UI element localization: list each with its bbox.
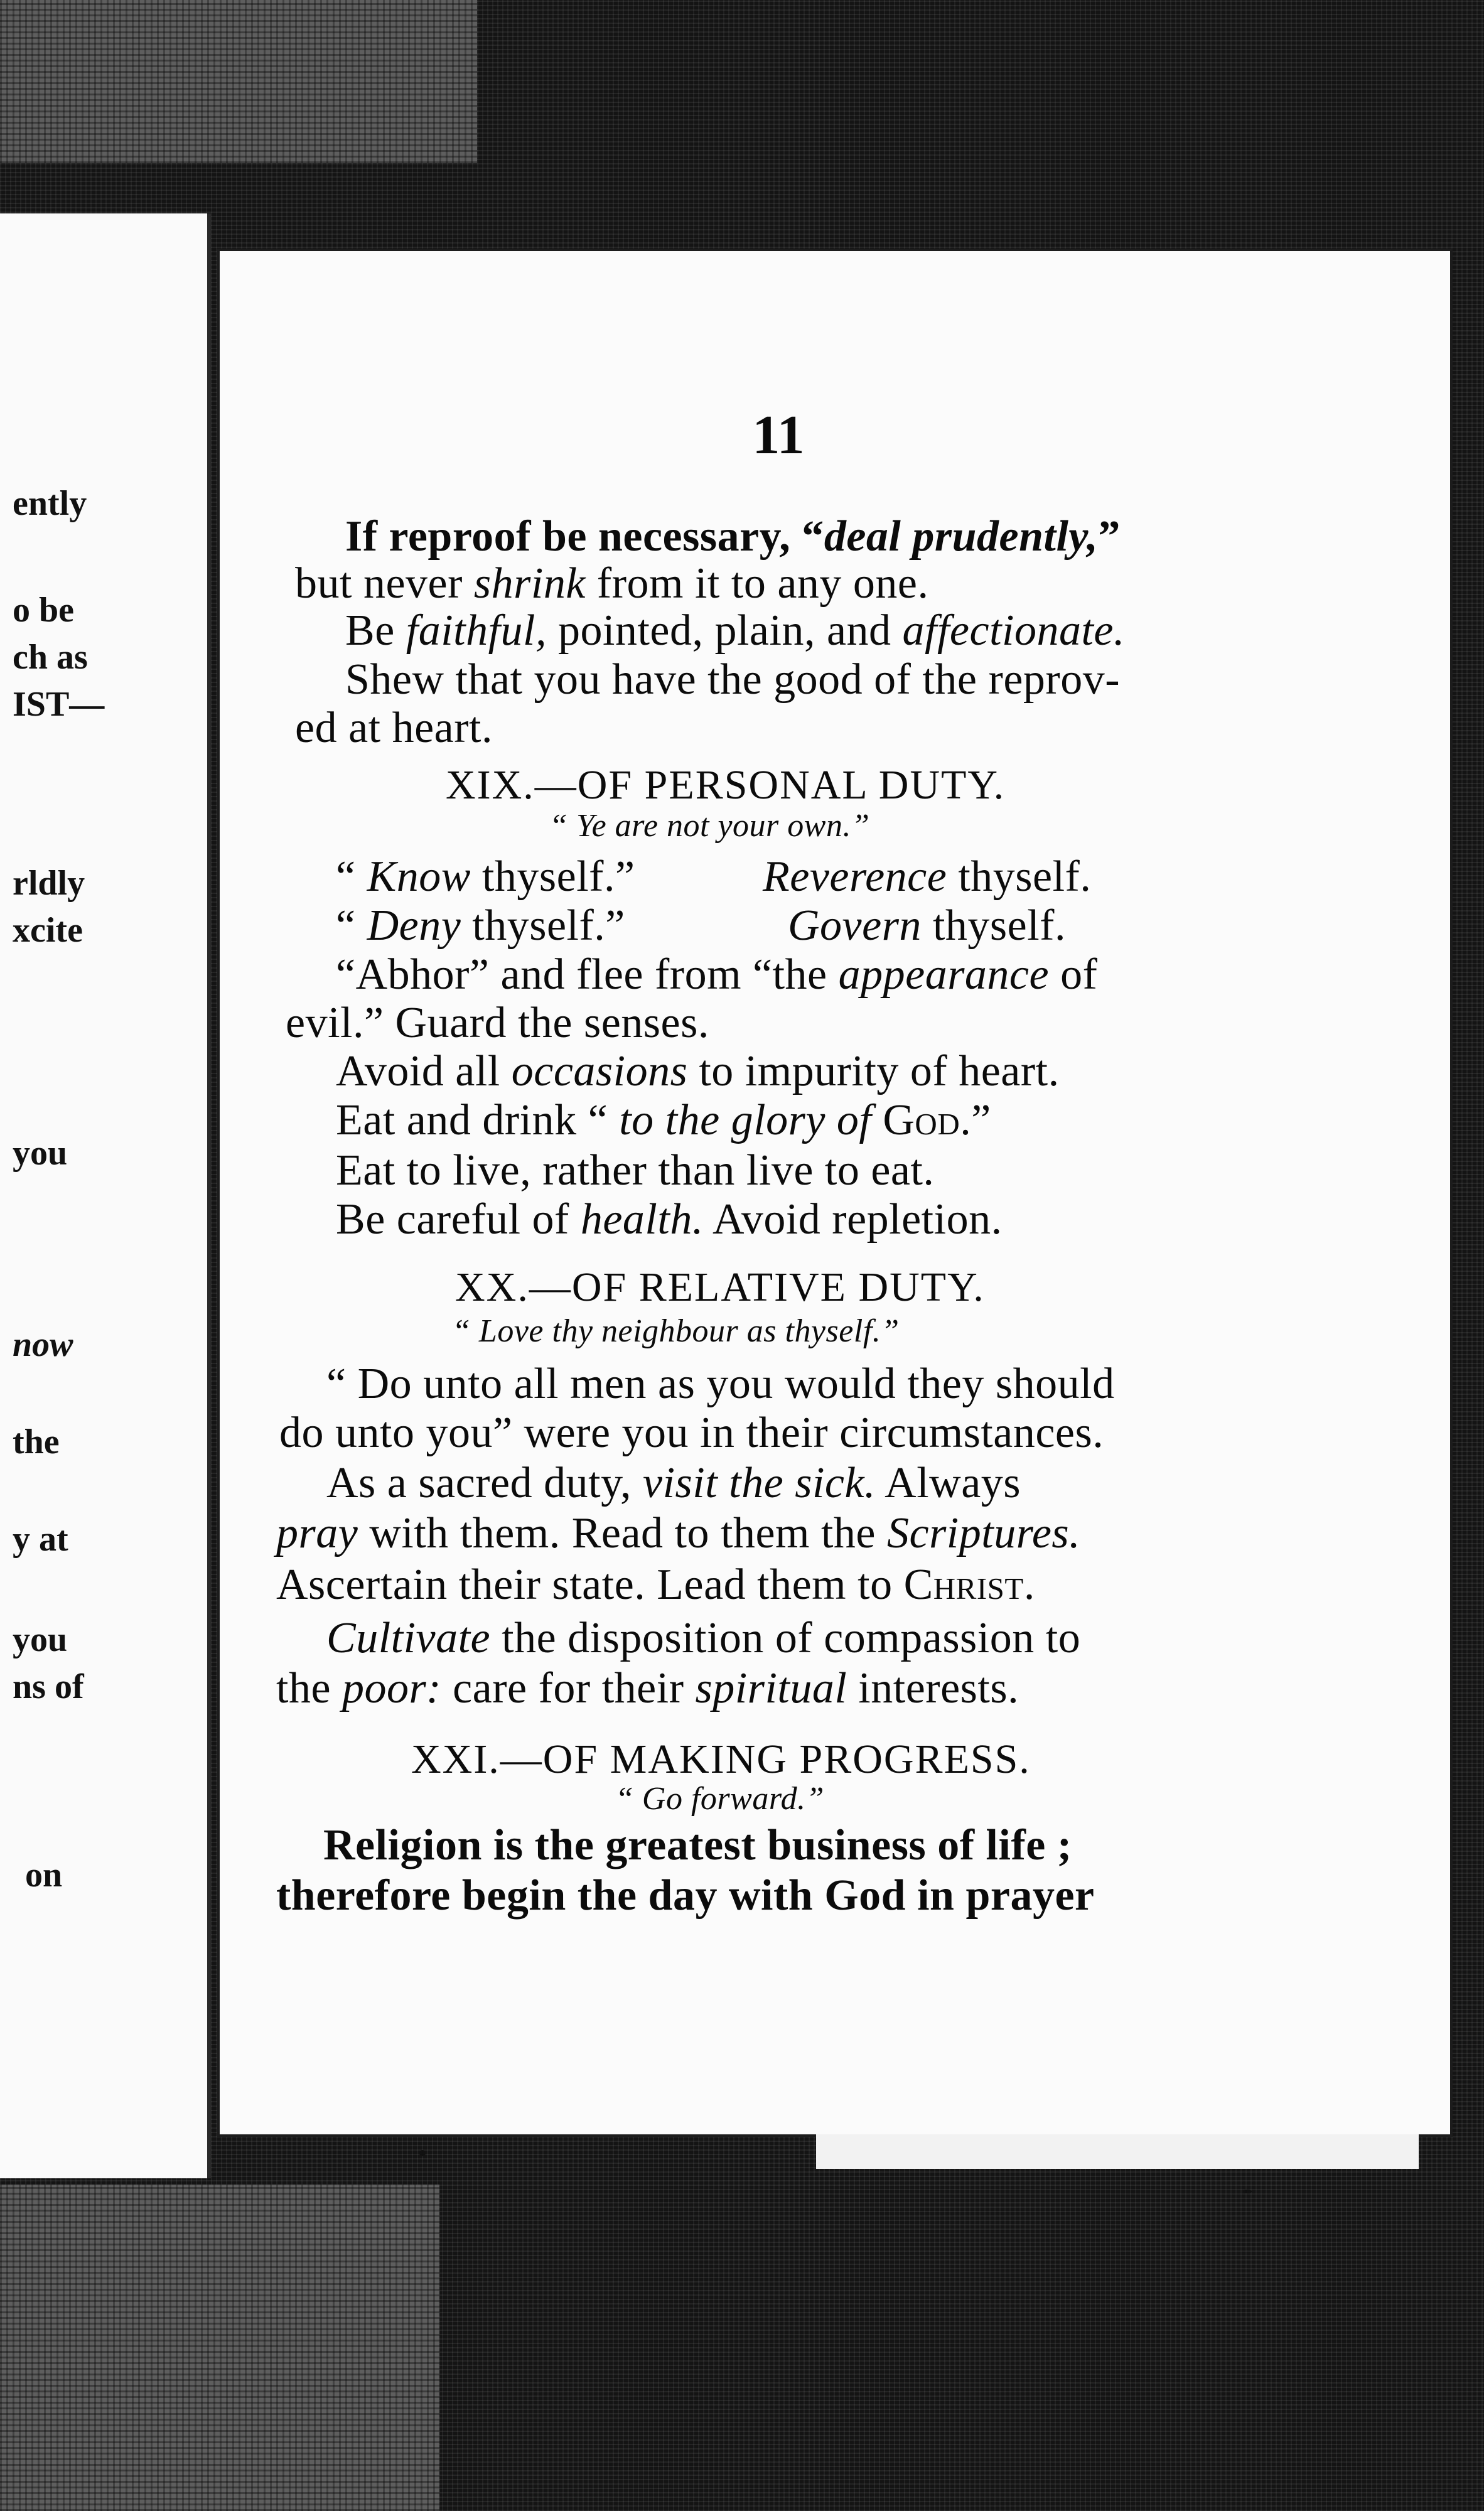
left-fragment: ch as	[13, 638, 88, 677]
left-fragment: you	[13, 1620, 68, 1659]
text-line	[295, 706, 493, 750]
text-span: God	[883, 1096, 960, 1144]
text-span: .”	[960, 1096, 991, 1144]
motto-text: “ Love thy neighbour as thyself.”	[452, 1313, 900, 1349]
text-span: Religion is the greatest business of life ;	[323, 1821, 1072, 1869]
text-span: the	[276, 1664, 343, 1713]
text-span: As a sacred duty,	[326, 1459, 643, 1507]
text-line	[788, 901, 1066, 950]
text-span: evil.” Guard the senses.	[286, 999, 709, 1047]
text-span: thyself.	[947, 852, 1092, 901]
emphasis: deal prudently,	[824, 512, 1099, 561]
cloth-band-bottom-left	[0, 2185, 439, 2511]
text-line	[276, 1509, 1081, 1557]
section-heading	[446, 762, 1006, 808]
emphasis: Know	[367, 852, 471, 901]
text-span: Avoid all	[336, 1047, 512, 1095]
text-span: do unto you” were you in their circumstances.	[279, 1409, 1104, 1457]
left-fragment: y at	[13, 1520, 68, 1559]
emphasis: Cultivate	[326, 1614, 491, 1662]
section-motto	[615, 1783, 824, 1815]
text-line	[295, 559, 929, 608]
text-span: If reproof be necessary, “	[345, 512, 824, 561]
text-span: pointed, plain, and	[547, 606, 903, 655]
left-fragment: IST—	[13, 685, 105, 724]
text-line	[763, 852, 1092, 901]
emphasis: Scriptures.	[887, 1509, 1081, 1557]
left-page	[0, 213, 211, 2178]
text-line	[326, 1616, 1080, 1660]
left-fragment: you	[13, 1134, 68, 1173]
text-span: Be careful of	[336, 1195, 581, 1244]
heading-text: XIX.—OF PERSONAL DUTY.	[446, 762, 1006, 808]
text-span: therefore begin the day with God in prayer	[276, 1871, 1095, 1920]
text-span: Eat and drink “	[336, 1096, 620, 1144]
text-span: but never	[295, 559, 474, 608]
motto-text: “ Ye are not your own.”	[549, 808, 870, 844]
emphasis: appearance	[838, 950, 1050, 999]
text-span: Be	[345, 606, 406, 655]
text-line	[276, 1664, 1019, 1713]
text-line	[276, 1871, 1095, 1920]
left-fragment: now	[13, 1325, 73, 1364]
emphasis: faithful,	[406, 606, 547, 655]
text-line	[286, 1001, 709, 1045]
text-span: “	[336, 901, 367, 950]
motto-text: “ Go forward.”	[615, 1781, 825, 1817]
text-line	[323, 1821, 1072, 1869]
page-edge-strip	[816, 2134, 1419, 2169]
text-span: ”	[1098, 512, 1121, 561]
text-line	[336, 1047, 1060, 1095]
emphasis: Reverence	[763, 852, 947, 901]
emphasis: occasions	[511, 1047, 688, 1095]
text-span: Always	[876, 1459, 1021, 1507]
text-span: from it to any one.	[585, 559, 929, 608]
text-line	[345, 655, 1121, 704]
text-line	[336, 852, 635, 901]
section-heading	[411, 1736, 1031, 1782]
heading-text: XX.—OF RELATIVE DUTY.	[455, 1264, 985, 1310]
text-span: thyself.”	[470, 852, 635, 901]
text-line	[326, 1362, 1115, 1406]
emphasis: to the glory of	[619, 1096, 883, 1144]
page-number: 11	[752, 405, 805, 466]
left-fragment: xcite	[13, 911, 83, 950]
text-line	[336, 1195, 1003, 1244]
scan-speck	[1243, 2190, 1252, 2193]
heading-text: XXI.—OF MAKING PROGRESS.	[411, 1736, 1031, 1782]
text-line	[345, 606, 1125, 655]
text-span: “	[336, 852, 367, 901]
text-span: the disposition of compassion to	[490, 1614, 1081, 1662]
text-span: interests.	[847, 1664, 1019, 1713]
left-fragment: on	[25, 1856, 63, 1895]
section-heading	[455, 1264, 985, 1310]
text-span: thyself.”	[461, 901, 625, 950]
text-line	[336, 1146, 935, 1195]
left-fragment: the	[13, 1422, 60, 1461]
emphasis: poor:	[342, 1664, 442, 1713]
emphasis: shrink	[473, 559, 586, 608]
emphasis: visit the sick.	[643, 1459, 876, 1507]
emphasis: Govern	[788, 901, 922, 950]
text-span: Avoid repletion.	[703, 1195, 1003, 1244]
text-span: with them. Read to them the	[358, 1509, 887, 1557]
left-fragment: o be	[13, 591, 74, 630]
left-fragment: ns of	[13, 1667, 84, 1706]
text-line	[336, 901, 625, 950]
text-span: Ascertain their state. Lead them to	[276, 1561, 904, 1609]
emphasis: spiritual	[695, 1664, 847, 1713]
text-span: Eat to live, rather than live to eat.	[336, 1146, 935, 1195]
emphasis: health.	[580, 1195, 704, 1244]
text-line	[336, 1096, 991, 1144]
emphasis: pray	[276, 1509, 358, 1557]
text-line	[279, 1411, 1104, 1455]
left-fragment: ently	[13, 484, 87, 523]
text-span: of	[1049, 950, 1098, 999]
section-motto	[549, 810, 869, 842]
text-span: Shew that you have the good of the reprov-	[345, 655, 1121, 704]
emphasis: affectionate.	[902, 606, 1125, 655]
text-line	[276, 1563, 1035, 1607]
text-span: “Abhor” and flee from “the	[336, 950, 839, 999]
text-span: thyself.	[921, 901, 1066, 950]
text-span: care for their	[441, 1664, 696, 1713]
text-span: ed at heart.	[295, 704, 493, 752]
text-line	[345, 512, 1121, 561]
text-line	[336, 950, 1098, 999]
section-motto	[452, 1315, 900, 1348]
text-span: to impurity of heart.	[687, 1047, 1060, 1095]
scan-speck	[419, 2150, 426, 2156]
text-span: Christ.	[903, 1561, 1035, 1609]
text-span: “ Do unto all men as you would they should	[326, 1360, 1115, 1408]
left-fragment: rldly	[13, 864, 85, 903]
emphasis: Deny	[367, 901, 461, 950]
text-line	[326, 1461, 1021, 1505]
cloth-band-top	[0, 0, 477, 163]
